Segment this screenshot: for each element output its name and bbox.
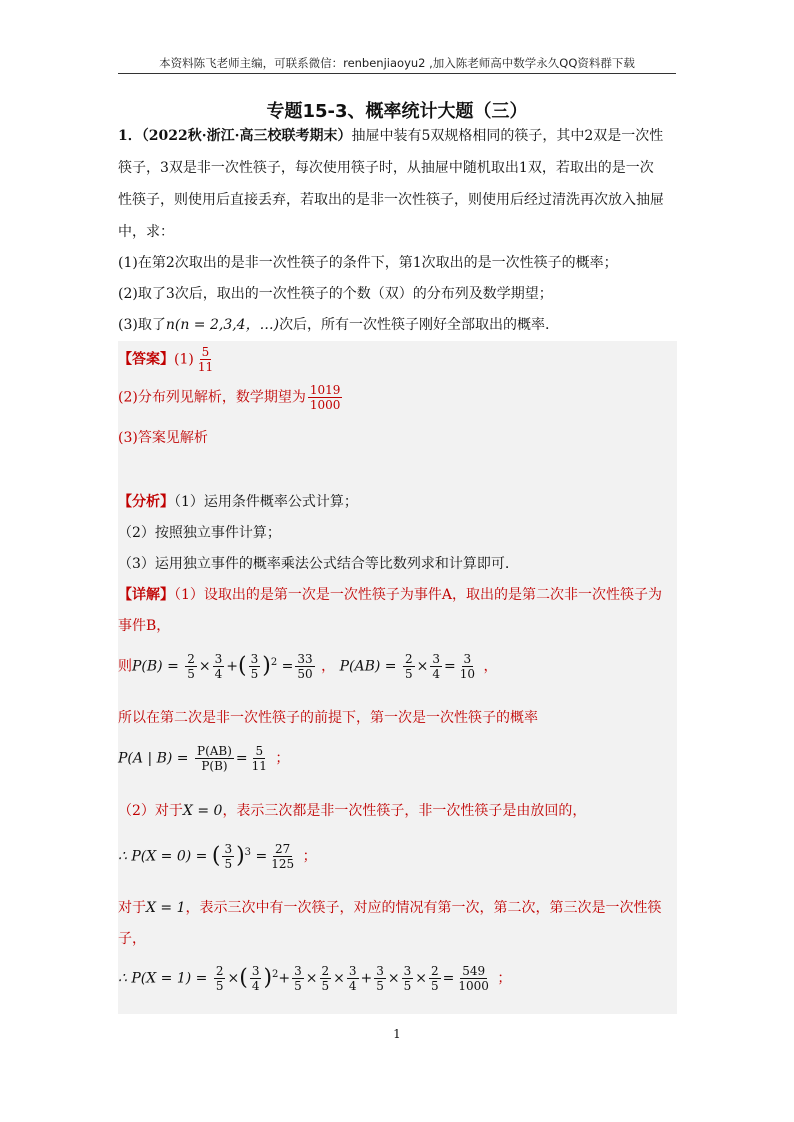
answer-label: 【答案】 xyxy=(118,351,174,368)
detail-label: 【详解】 xyxy=(118,587,174,603)
detail-line-4: （2）对于X = 0，表示三次都是非一次性筷子，非一次性筷子是由放回的， xyxy=(118,803,587,819)
question-stem-2: 筷子，3双是非一次性筷子，每次使用筷子时，从抽屉中随机取出1双，若取出的是一次 xyxy=(118,160,654,176)
analysis-line-3: （3）运用独立事件的概率乘法公式结合等比数列求和计算即可. xyxy=(118,556,510,572)
answer-line-1: 【答案】(1) $\frac{5}{11}$ xyxy=(118,345,214,374)
detail-line-6: 子， xyxy=(118,931,146,947)
header-divider xyxy=(118,73,676,74)
formula-conditional: P(A | B) = $\frac{P(AB)}{P(B)}$ = $\frac{5}{11}$ ； xyxy=(118,744,290,773)
formula-px0: ∴ P(X = 0) = ( $\frac{3}{5}$ )$^3$ = $\frac{27}{125}$ ； xyxy=(118,842,317,872)
question-stem-4: 中，求： xyxy=(118,224,174,240)
question-line-1 xyxy=(118,125,678,147)
answer-line-2: (2)分布列见解析，数学期望为 $\frac{1019}{1000}$ xyxy=(118,383,341,412)
question-part-1: (1)在第2次取出的是非一次性筷子的条件下，第1次取出的是一次性筷子的概率； xyxy=(118,255,618,271)
question-part-2: (2)取了3次后，取出的一次性筷子的个数（双）的分布列及数学期望； xyxy=(118,286,553,302)
question-stem-1: 抽屉中装有5双规格相同的筷子，其中2双是一次性 xyxy=(351,128,664,144)
question-part-3: (3)取了n(n = 2,3,4，…)次后，所有一次性筷子刚好全部取出的概率. xyxy=(118,317,550,333)
detail-line-2: 事件B， xyxy=(118,618,171,634)
question-number: 1． xyxy=(118,128,142,144)
answer-line-3: (3)答案见解析 xyxy=(118,430,208,446)
answer-2-fraction: $\frac{1019}{1000}$ xyxy=(309,383,341,412)
page-number: 1 xyxy=(393,1027,401,1041)
analysis-line-1: 【分析】（1）运用条件概率公式计算； xyxy=(118,494,358,510)
detail-line-1: 【详解】（1）设取出的是第一次是一次性筷子为事件A，取出的是第二次非一次性筷子为 xyxy=(118,587,663,603)
question-stem-3: 性筷子，则使用后直接丢弃，若取出的是非一次性筷子，则使用后经过清洗再次放入抽屉 xyxy=(118,192,664,208)
analysis-label: 【分析】 xyxy=(118,494,174,510)
part3-n-range: n(n = 2,3,4，…) xyxy=(165,317,280,333)
page-header: 本资料陈飞老师主编，可联系微信：renbenjiaoyu2 ,加入陈老师高中数学永久QQ资料群下载 xyxy=(159,56,635,70)
formula-pb: 则P(B) = $\frac{2}{5}$ × $\frac{3}{4}$ +( $\frac{3}{5}$ )$^2$ = $\frac{33}{50}$ ， P(AB) = $\frac{2}{5}$ × $\frac{3}{4}$ = $\frac{3}{10}$ ， xyxy=(118,652,498,682)
analysis-line-2: （2）按照独立事件计算； xyxy=(118,525,281,541)
detail-line-5: 对于X = 1，表示三次中有一次筷子，对应的情况有第一次，第二次，第三次是一次性筷 xyxy=(118,900,662,916)
question-source: （2022秋·浙江·高三校联考期末） xyxy=(141,128,352,144)
detail-line-3: 所以在第二次是非一次性筷子的前提下，第一次是一次性筷子的概率 xyxy=(118,710,538,726)
answer-1-fraction: $\frac{5}{11}$ xyxy=(197,345,214,374)
formula-px1: ∴ P(X = 1) = $\frac{2}{5}$ ×( $\frac{3}{4}$ )$^2$+ $\frac{3}{5}$ × $\frac{2}{5}$ × $\frac{3}{4}$ + $\frac{3}{5}$ × $\frac{3}{5}$ × $\frac{2}{5}$ = $\frac{549}{1000}$ ； xyxy=(118,964,512,994)
page-title: 专题15-3、概率统计大题（三） xyxy=(266,101,528,122)
